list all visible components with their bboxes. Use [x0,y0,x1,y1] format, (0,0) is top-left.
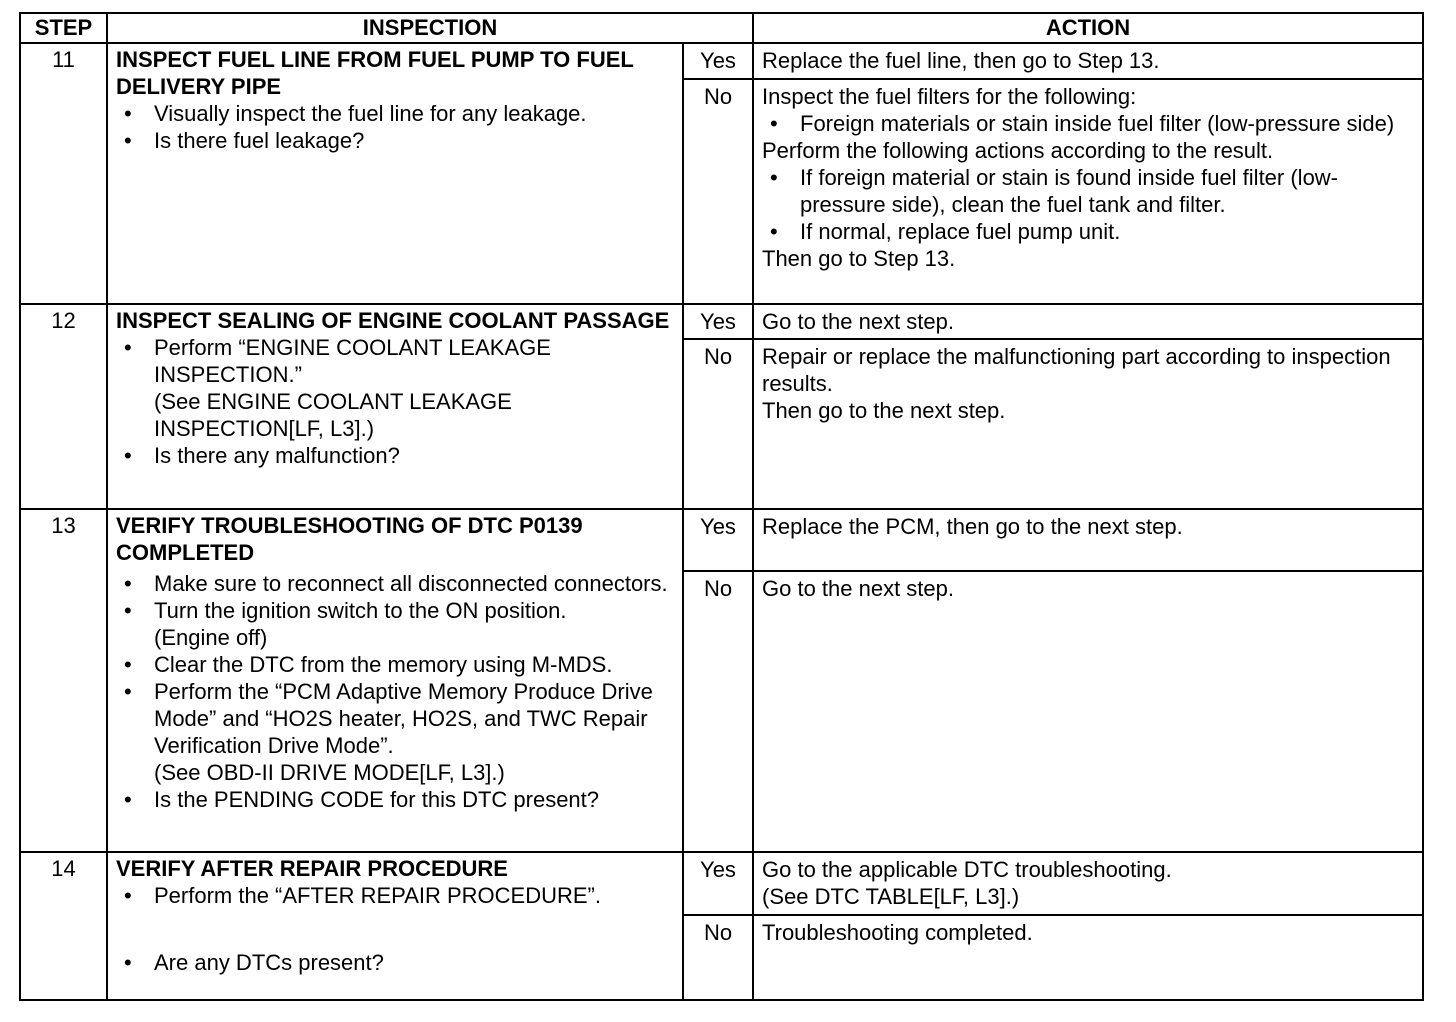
yes-label: Yes [683,304,753,339]
list-item [116,678,676,786]
yes-label: Yes [683,509,753,571]
step-number: 11 [20,43,107,304]
yes-label: Yes [683,43,753,79]
action-text: Then go to Step 13. [762,246,956,271]
bullet-text: Perform “ENGINE COOLANT LEAKAGE INSPECTION.” [154,335,551,387]
table-header-row [20,13,1423,43]
header-inspection: INSPECTION [107,13,753,43]
action-reference: (See DTC TABLE[LF, L3].) [762,884,1020,909]
header-action: ACTION [753,13,1423,43]
list-item: • Foreign materials or stain inside fuel filter (low-pressure side) [762,110,1416,137]
no-action [753,339,1423,509]
list-item: • Visually inspect the fuel line for any leakage. [116,100,676,127]
inspection-title: VERIFY AFTER REPAIR PROCEDURE [116,856,508,881]
inspection-bullets [116,570,676,813]
list-item: • Is there fuel leakage? [116,127,676,154]
list-item [116,334,676,442]
table-row [20,852,1423,915]
step-number: 12 [20,304,107,509]
yes-action: Replace the fuel line, then go to Step 13. [753,43,1423,79]
inspection-cell [107,304,683,509]
no-label: No [683,571,753,852]
action-text: Go to the applicable DTC troubleshooting. [762,857,1172,882]
no-action: Troubleshooting completed. [753,915,1423,1000]
bullet-note: (Engine off) [154,625,268,650]
yes-label: Yes [683,852,753,915]
no-label: No [683,915,753,1000]
yes-action [753,852,1423,915]
bullet-text: Turn the ignition switch to the ON position. [154,598,567,623]
inspection-title: VERIFY TROUBLESHOOTING OF DTC P0139 COMPLETED [116,513,583,565]
inspection-bullets [116,100,676,154]
yes-action: Replace the PCM, then go to the next step. [753,509,1423,571]
inspection-title: INSPECT FUEL LINE FROM FUEL PUMP TO FUEL DELIVERY PIPE [116,47,634,99]
no-label: No [683,339,753,509]
step-number: 13 [20,509,107,852]
no-action: Go to the next step. [753,571,1423,852]
table-row [20,304,1423,339]
list-item: • Clear the DTC from the memory using M-MDS. [116,651,676,678]
no-label: No [683,79,753,304]
list-item: • If foreign material or stain is found inside fuel filter (low-pressure side), clean the fuel tank and filter. [762,164,1416,218]
list-item: • If normal, replace fuel pump unit. [762,218,1416,245]
list-item: • Is there any malfunction? [116,442,676,469]
inspection-bullets [116,334,676,469]
header-step: STEP [20,13,107,43]
bullet-text: Perform the “PCM Adaptive Memory Produce Drive Mode” and “HO2S heater, HO2S, and TWC Repair Verification Drive Mode”. [154,679,653,758]
inspection-cell [107,852,683,1000]
action-text: Inspect the fuel filters for the following: [762,84,1137,109]
action-bullets [762,110,1416,137]
list-item [116,597,676,651]
table-row [20,509,1423,571]
action-text: Then go to the next step. [762,398,1006,423]
diagnostic-procedure-table [19,12,1424,1001]
inspection-cell [107,43,683,304]
list-item: • Perform the “AFTER REPAIR PROCEDURE”. [116,882,676,909]
list-item: • Is the PENDING CODE for this DTC present? [116,786,676,813]
inspection-title: INSPECT SEALING OF ENGINE COOLANT PASSAGE [116,308,670,333]
list-item: • Make sure to reconnect all disconnected connectors. [116,570,676,597]
action-bullets [762,164,1416,245]
table-row [20,43,1423,79]
inspection-bullets [116,882,676,976]
no-action [753,79,1423,304]
list-item: • Are any DTCs present? [116,949,676,976]
inspection-cell [107,509,683,852]
step-number: 14 [20,852,107,1000]
action-text: Repair or replace the malfunctioning part according to inspection results. [762,344,1391,396]
action-text: Perform the following actions according to the result. [762,138,1274,163]
bullet-reference: (See OBD-II DRIVE MODE[LF, L3].) [154,760,505,785]
yes-action: Go to the next step. [753,304,1423,339]
bullet-reference: (See ENGINE COOLANT LEAKAGE INSPECTION[LF, L3].) [154,389,512,441]
